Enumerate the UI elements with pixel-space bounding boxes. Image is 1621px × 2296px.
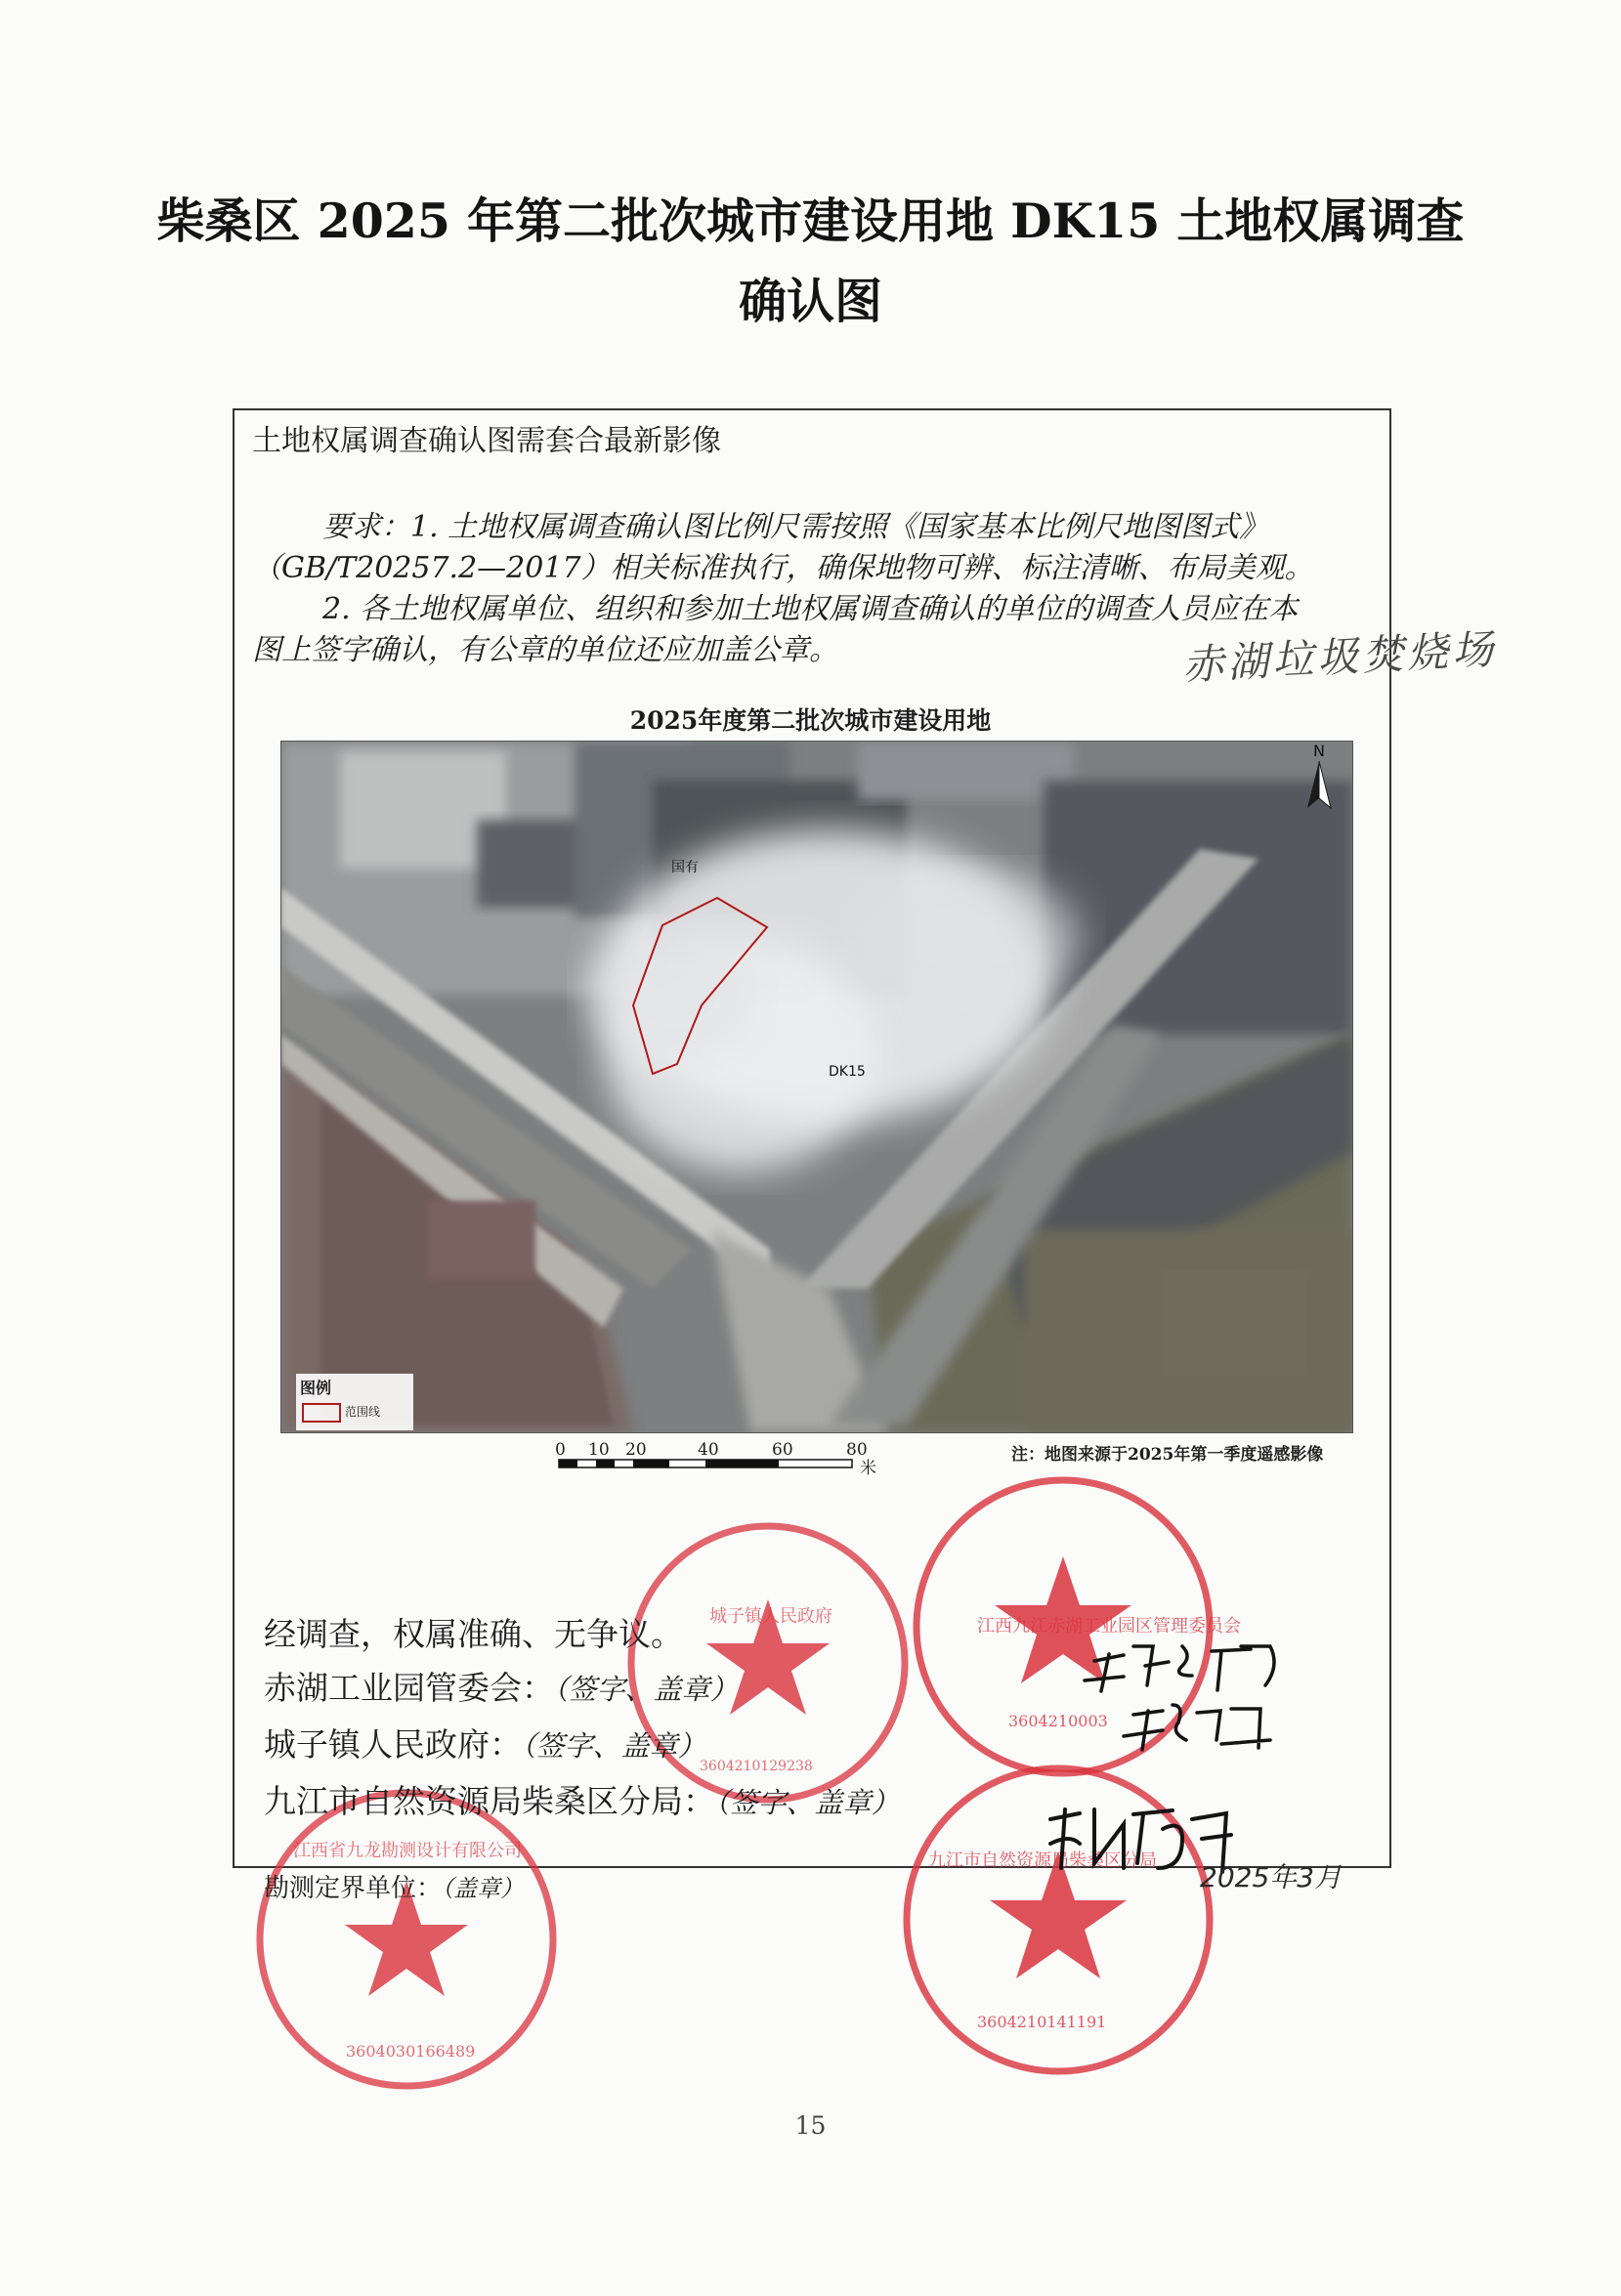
scale-bar [557,1440,879,1493]
scale-tick: 60 [772,1440,793,1460]
requirement-line-1: 要求：1. 土地权属调查确认图比例尺需按照《国家基本比例尺地图图式》 [322,510,1269,544]
requirement-line-3: 2. 各土地权属单位、组织和参加土地权属调查确认的单位的调查人员应在本 [322,592,1299,626]
sign-hint: （签字、盖章） [522,1729,706,1763]
scale-tick: 20 [625,1440,647,1460]
scale-tick: 10 [588,1440,610,1460]
seal-text: 城子镇人民政府 [709,1606,832,1627]
label-guoyou: 国有 [671,860,699,875]
confirm-statement: 经调查，权属准确、无争议。 [264,1615,683,1653]
handwritten-signature [1075,1627,1309,1793]
seal-code: 3604030166489 [346,2042,476,2061]
sign-hint: （盖章） [442,1875,525,1902]
handwritten-date: 2025年3月 [1200,1861,1343,1893]
page-number: 15 [794,2111,827,2140]
seal-text: 江西九江赤湖工业园区管理委员会 [977,1616,1241,1637]
seal-code: 3604210141191 [977,2013,1107,2031]
legend-title: 图例 [300,1379,332,1397]
north-label: N [1313,742,1325,760]
requirement-line-4: 图上签字确认，有公章的单位还应加盖公章。 [252,633,838,667]
seal-code: 3604210129238 [700,1759,813,1774]
satellite-image [281,742,1352,1432]
scale-tick: 80 [846,1440,868,1460]
scale-unit: 米 [860,1459,876,1478]
satellite-map [280,741,1353,1433]
sign-hint: （签字、盖章） [715,1786,900,1819]
page-title-line2: 确认图 [738,273,882,329]
map-source-note: 注：地图来源于2025年第一季度遥感影像 [1011,1445,1324,1465]
sign-hint: （签字、盖章） [554,1673,739,1706]
map-title: 2025年度第二批次城市建设用地 [629,706,992,735]
unit-name: 九江市自然资源局柴桑区分局： [264,1782,715,1820]
scale-tick: 0 [555,1440,566,1460]
seal-text: 江西省九龙勘测设计有限公司 [293,1841,522,1861]
label-parcel: DK15 [829,1064,866,1080]
confirm-unit-3 [264,1776,900,1822]
legend-swatch [302,1403,341,1423]
handwritten-note: 赤湖垃圾焚烧场 [1181,624,1499,690]
page-title-line1: 柴桑区 2025 年第二批次城市建设用地 DK15 土地权属调查 [156,192,1465,249]
header-note: 土地权属调查确认图需套合最新影像 [252,424,721,458]
unit-name: 城子镇人民政府： [264,1725,522,1764]
scale-tick: 40 [698,1440,719,1460]
map-legend [296,1374,413,1430]
confirm-unit-2 [264,1720,706,1765]
unit-name: 勘测定界单位： [264,1874,443,1903]
requirement-line-2: （GB/T20257.2—2017）相关标准执行，确保地物可辨、标注清晰、布局美观。 [252,551,1314,585]
legend-item-label: 范围线 [345,1405,381,1419]
unit-name: 赤湖工业园管委会： [264,1669,554,1707]
seal-code: 3604210003 [1008,1712,1108,1730]
confirm-unit-4 [264,1868,524,1904]
seal-text: 九江市自然资源局柴桑区分局 [928,1850,1157,1871]
confirm-unit-1 [264,1663,739,1709]
